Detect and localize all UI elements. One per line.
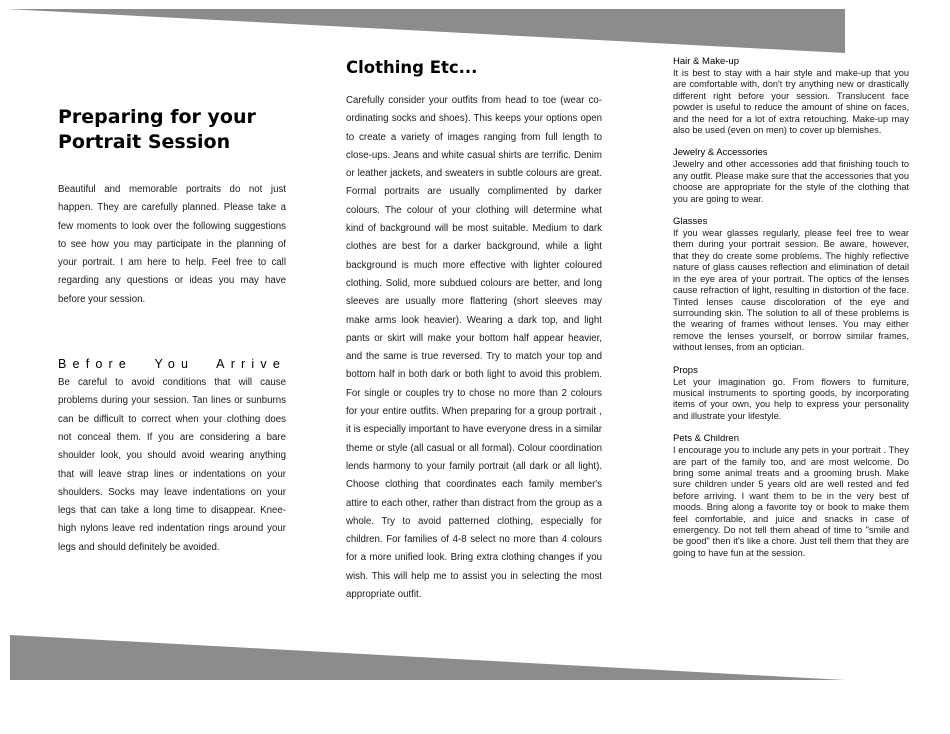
section-pets-children	[673, 433, 909, 559]
section-heading: Props	[673, 364, 698, 376]
section-body: Let your imagination go. From flowers to furniture, musical instruments to sporting goods, by incorporating items of your own, you help to express your personality and illustrate your lifestyle.	[673, 376, 909, 421]
before-you-arrive-paragraph: Be careful to avoid conditions that will cause problems during your session. Tan lines or sunburns can be difficult to correct when your clothing does not conceal them. If you are considering a bare shoulder look, you should avoid wearing anything that will leave strap lines or indentations on your shoulders. Socks may leave indentations on your legs that can take a long time to disappear. Knee-high nylons leave red indentation rings around your legs and should definitely be avoided.	[58, 377, 286, 553]
section-glasses	[673, 216, 909, 353]
top-band	[6, 9, 845, 53]
section-body: I encourage you to include any pets in your portrait . They are part of the family too, and are most welcome. Do bring some animal treats and a grooming brush. Make sure children under 5 years old are well rested and fed before arriving. I want them to be in the very best of moods. Bring along a favorite toy or book to make them feel comfortable, and juice and snacks in case of emergency. Do not tell them ahead of time to "smile and be good" then it's like a chore. Just tell them that they are going to have fun at the session.	[673, 445, 909, 558]
section-props	[673, 365, 909, 423]
before-you-arrive-heading: Before You Arrive	[58, 357, 286, 372]
section-jewelry	[673, 147, 909, 205]
intro-paragraph: Beautiful and memorable portraits do not just happen. They are carefully planned. Please take a few moments to look over the following suggestions to see how you may participate in the planning of your portrait. I am here to help. Feel free to call regarding any questions or ideas you may have before your session.	[58, 184, 286, 305]
section-body: It is best to stay with a hair style and make-up that you are comfortable with, don't try anything new or drastically different right before your session. Translucent face powder is useful to reduce the amount of shine on faces, and the need for a lot of extra retouching. Make-up may also be used (even on men) to cover up blemishes.	[673, 68, 909, 136]
page-title: Preparing for your Portrait Session	[58, 106, 256, 153]
section-heading: Glasses	[673, 216, 708, 228]
clothing-heading: Clothing Etc...	[346, 58, 478, 77]
section-heading: Pets & Children	[673, 433, 740, 445]
section-body: Jewelry and other accessories add that finishing touch to any outfit. Please make sure that the accessories that you choose are appropriate for the style of the clothing that you are going to wear.	[673, 159, 909, 204]
column-right	[673, 56, 909, 570]
column-left	[58, 105, 286, 557]
column-middle	[346, 58, 602, 604]
section-body: If you wear glasses regularly, please feel free to wear them during your portrait session. Be aware, however, that they do create some problems. The highly reflective nature of glass causes reflection and elimination of detail in the eye area of your portrait. The optics of the lenses cause refraction of light, resulting in distortion of the face. Tinted lenses cause discoloration of the eye and surrounding skin. The solution to all of these problems is the wearing of frames without lenses. You may either remove the lenses yourself, or borrow similar frames, without lenses, from an optician.	[673, 228, 909, 353]
clothing-paragraph: Carefully consider your outfits from head to toe (wear co-ordinating socks and shoes). This keeps your options open to create a variety of images ranging from full length to close-ups. Jeans and white casual shirts are terrific. Denim or leather jackets, and sweaters in subtle colours are great. Formal portraits are usually complimented by darker colours. The colour of your clothing will determine what kind of background will be most suitable. Medium to dark clothes are best for a darker background, while a light background is much more effective with lighter coloured clothing. Solid, more subdued colours are better, and long sleeves are usually more flattering (short sleeves may make arms look heavier). Wearing a dark top, and light pants or skirt will make your bottom half appear heavier, and the same is true reversed. Try to match your top and bottom half in both dark or both light to avoid this problem. For single or couples try to chose no more than 2 colours for your entire outfits. When preparing for a group portrait , it is especially important to have everyone dress in a similar theme or style (all casual or all formal). Colour coordination lends harmony to your family portrait (all dark or all light). Choose clothing that coordinates each family member's attire to each other, rather than distract from the group as a whole. Try to avoid patterned clothing, especially for children. For families of 4-8 select no more than 4 colours for a more unified look. Bring extra clothing changes if you wish. This will help me to assist you in selecting the most appropriate outfit.	[346, 95, 602, 601]
section-heading: Hair & Make-up	[673, 56, 739, 67]
section-heading: Jewelry & Accessories	[673, 147, 768, 159]
section-hair-makeup	[673, 56, 909, 136]
bottom-band	[10, 635, 845, 680]
